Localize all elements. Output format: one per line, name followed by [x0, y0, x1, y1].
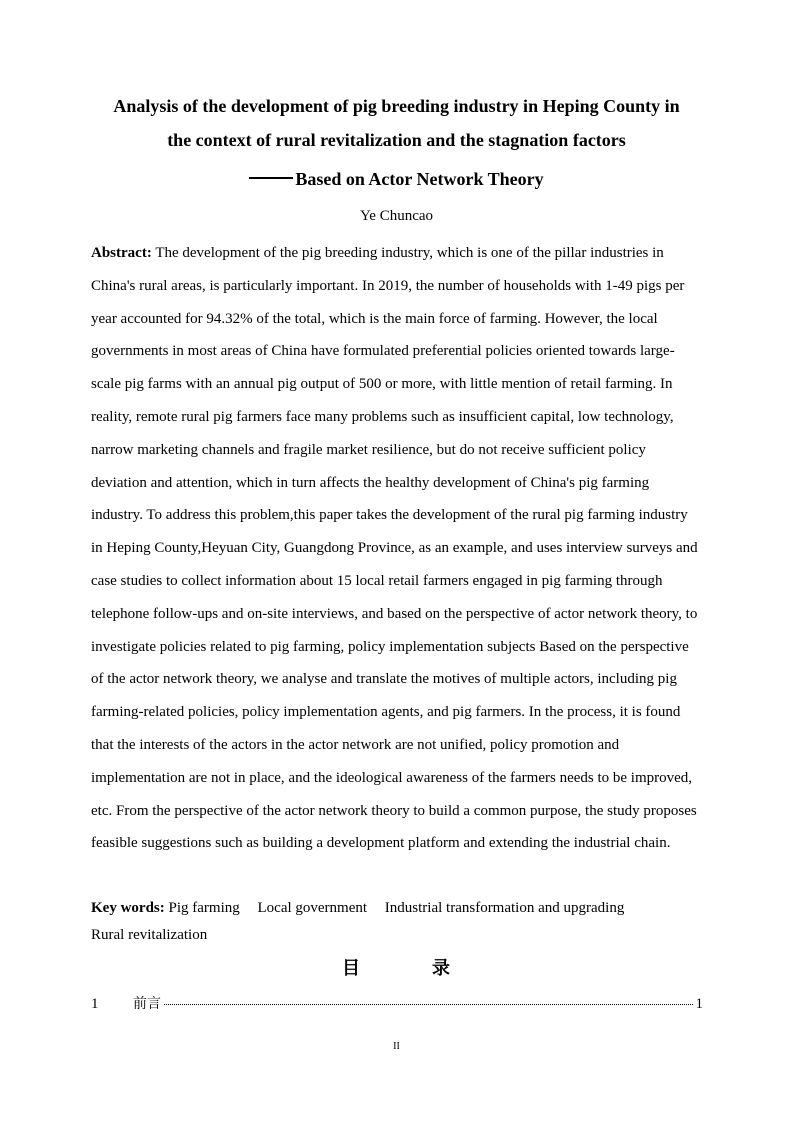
toc-title-char: 录: [432, 958, 450, 979]
toc-entry-page: 1: [695, 996, 703, 1012]
paper-title-line-1: Analysis of the development of pig breeding industry in Heping County in: [113, 96, 680, 116]
keywords-block: [91, 895, 703, 949]
paper-title-line-2: the context of rural revitalization and the stagnation factors: [167, 130, 626, 150]
paper-subtitle: [0, 169, 793, 190]
abstract-label: Abstract:: [91, 245, 152, 261]
author-name: Ye Chuncao: [359, 208, 434, 224]
abstract-text: The development of the pig breeding industry, which is one of the pillar industries in China's rural areas, is particularly important. In 2019, the number of households with 1-49 pigs per year accounted for 94.32% of the total, which is the main force of farming. However, the local governments in most areas of China have formulated preferential policies oriented towards large-scale pig farms with an annual pig output of 500 or more, with little mention of retail farming. In reality, remote rural pig farmers face many problems such as insufficient capital, low technology, narrow marketing channels and fragile market resilience, but do not receive sufficient policy deviation and attention, which in turn affects the healthy development of China's pig farming industry. To address this problem,this paper takes the development of the rural pig farming industry in Heping County,Heyuan City, Guangdong Province, as an example, and uses interview surveys and case studies to collect information about 15 local retail farmers engaged in pig farming through telephone follow-ups and on-site interviews, and based on the perspective of actor network theory, to investigate policies related to pig farming, policy implementation subjects Based on the perspective of the actor network theory, we analyse and translate the motives of multiple actors, including pig farming-related policies, policy implementation agents, and pig farmers. In the process, it is found that the interests of the actors in the actor network are not unified, policy promotion and implementation are not in place, and the ideological awareness of the farmers needs to be improved, etc. From the perspective of the actor network theory to build a common purpose, the study proposes feasible suggestions such as building a development platform and extending the industrial chain.: [91, 245, 698, 852]
toc-title: [342, 954, 450, 980]
keyword: Local government: [257, 900, 368, 916]
toc-entry[interactable]: [91, 993, 703, 1013]
keyword: Industrial transformation and upgrading: [384, 900, 625, 916]
toc-entry-label: 前言: [133, 996, 161, 1012]
toc-entry-number: 1: [91, 996, 99, 1012]
paper-subtitle-text: Based on Actor Network Theory: [295, 169, 544, 189]
keyword: Pig farming: [168, 900, 240, 916]
toc-title-char: 目: [342, 958, 360, 979]
em-dash-rule: [249, 177, 293, 179]
page-number: II: [393, 1041, 400, 1052]
keyword: Rural revitalization: [91, 927, 208, 943]
toc-dot-leader: [164, 1004, 693, 1005]
keywords-label: Key words:: [91, 900, 165, 916]
abstract-block: [91, 237, 703, 860]
